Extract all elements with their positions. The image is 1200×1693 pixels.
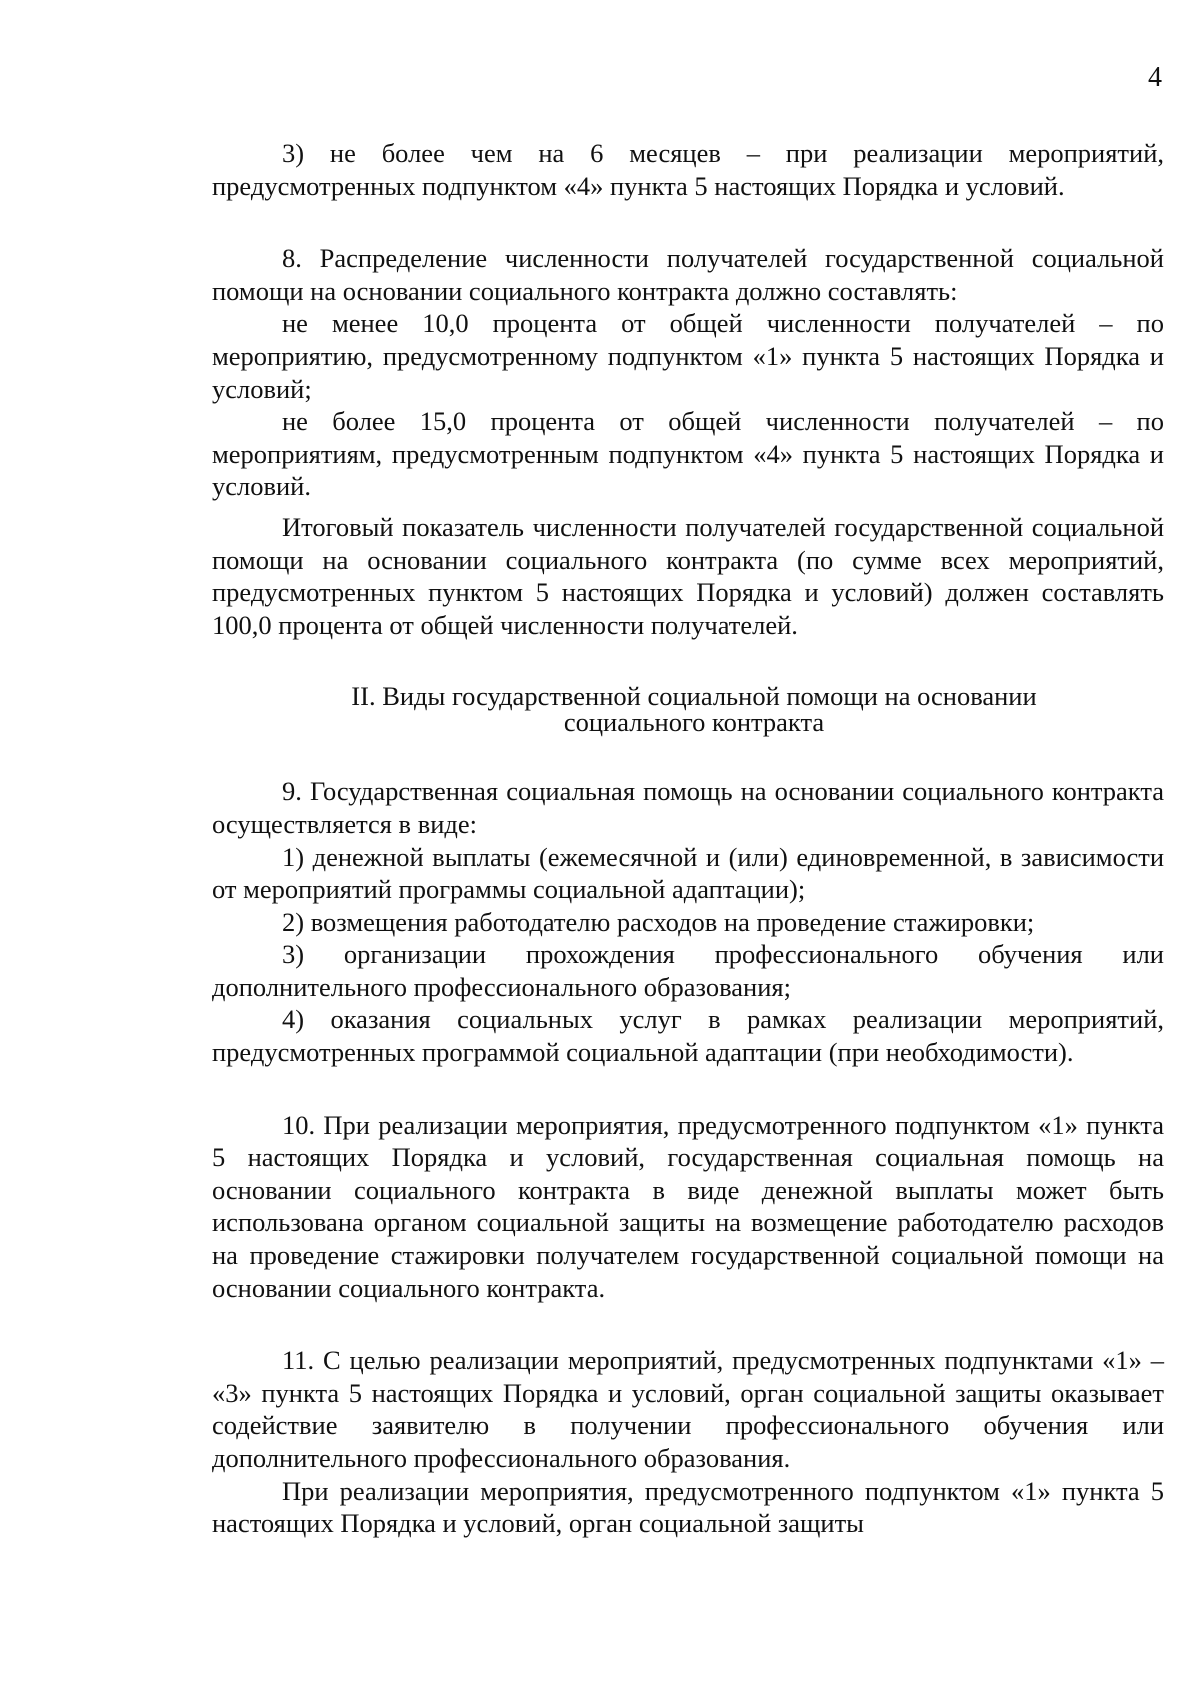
paragraph-9-item-1: 1) денежной выплаты (ежемесячной и (или) единовременной, в зависимости от мероприятий программы социальной адаптации); [212, 841, 1164, 905]
paragraph-8: 8. Распределение численности получателей государственной социальной помощи на основании социального контракта должно составлять: [212, 243, 1164, 306]
paragraph-9-item-3: 3) организации прохождения профессионального обучения или дополнительного профессионального образования; [212, 939, 1164, 1002]
section-heading-line-2: социального контракта [563, 707, 825, 738]
paragraph-10: 10. При реализации мероприятия, предусмотренного подпунктом «1» пункта 5 настоящих Порядка и условий, государственная социальная помощь на основании социального контракта в виде денежной выплаты может быть использована органом социальной защиты на возмещение работодателю расходов на проведение стажировки получателем государственной социальной помощи на основании социального контракта. [212, 1109, 1164, 1303]
paragraph-9-item-2: 2) возмещения работодателю расходов на проведение стажировки; [282, 906, 1035, 937]
paragraph-11-continued: При реализации мероприятия, предусмотренного подпунктом «1» пункта 5 настоящих Порядка и условий, орган социальной защиты [212, 1475, 1164, 1539]
section-heading [212, 681, 1164, 738]
paragraph-8-total: Итоговый показатель численности получателей государственной социальной помощи на основании социального контракта (по сумме всех мероприятий, предусмотренных пунктом 5 настоящих Порядка и условий) должен составлять 100,0 процента от общей численности получателей. [212, 511, 1164, 640]
paragraph-9: 9. Государственная социальная помощь на основании социального контракта осуществляется в виде: [212, 776, 1164, 839]
section-heading-line-1: II. Виды государственной социальной помощи на основании [351, 681, 1037, 712]
paragraph-9-item-4: 4) оказания социальных услуг в рамках реализации мероприятий, предусмотренных программой социальной адаптации (при необходимости). [212, 1004, 1164, 1068]
paragraph-7-3: 3) не более чем на 6 месяцев – при реализации мероприятий, предусмотренных подпунктом «4» пункта 5 настоящих Порядка и условий. [212, 138, 1164, 201]
document-body [212, 137, 1164, 1540]
paragraph-11: 11. С целью реализации мероприятий, предусмотренных подпунктами «1» – «3» пункта 5 настоящих Порядка и условий, орган социальной защиты оказывает содействие заявителю в получении профессионального обучения или дополнительного профессионального образования. [212, 1345, 1164, 1473]
paragraph-8-item-2: не более 15,0 процента от общей численности получателей – по мероприятиям, предусмотренным подпунктом «4» пункта 5 настоящих Порядка и условий. [212, 406, 1164, 502]
page-number: 4 [1148, 62, 1162, 93]
paragraph-8-item-1: не менее 10,0 процента от общей численности получателей – по мероприятию, предусмотренному подпунктом «1» пункта 5 настоящих Порядка и условий; [212, 308, 1164, 404]
